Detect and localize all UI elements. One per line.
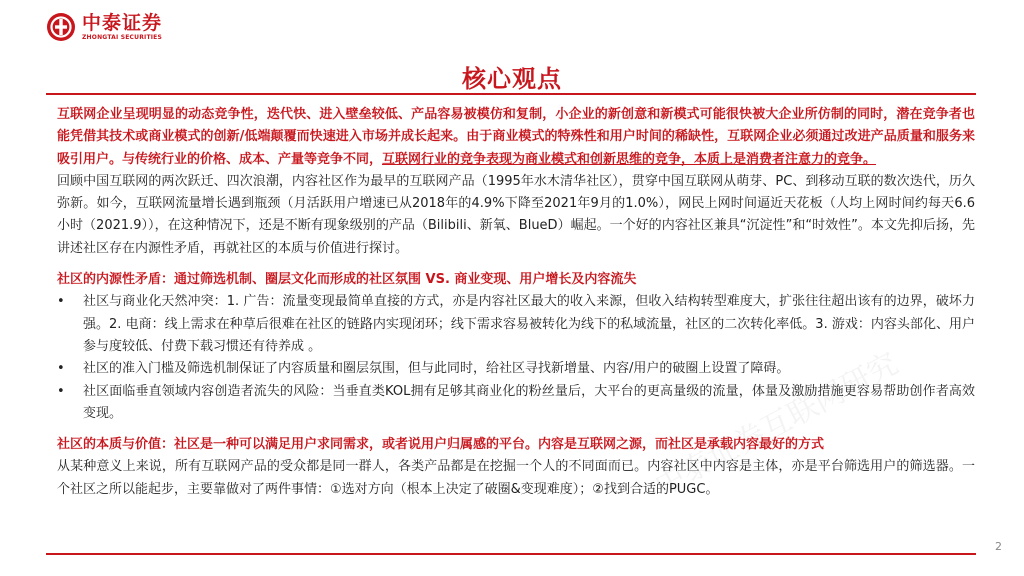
section1-bullets bbox=[57, 291, 975, 425]
bullet-text: 社区面临垂直领域内容创造者流失的风险：当垂直类KOL拥有足够其商业化的粉丝量后，大平台的更高量级的流量，体量及激励措施更容易帮助创作者高效变现。 bbox=[83, 383, 975, 421]
list-item bbox=[57, 381, 975, 426]
intro-body: 回顾中国互联网的两次跃迁、四次浪潮，内容社区作为最早的互联网产品（1995年水木清华社区），贯穿中国互联网从萌芽、PC、到移动互联的数次迭代，历久弥新。如今，互联网流量增长遇到瓶颈（月活跃用户增速已从2018年的4.9%下降至2021年9月的1.0%），网民上网时间逼近天花板（人均上网时间约每天6.6小时（2021.9）），在这种情况下，还是不断有现象级别的产品（Bilibili、新氧、BlueD）崛起。一个好的内容社区兼具“沉淀性”和“时效性”。本文先抑后扬，先讲述社区存在内源性矛盾，再就社区的本质与价值进行探讨。 bbox=[57, 173, 975, 256]
intro-paragraph bbox=[57, 104, 975, 171]
section1-heading: 社区的内源性矛盾：通过筛选机制、圈层文化而形成的社区氛围 VS. 商业变现、用户增长及内容流失 bbox=[57, 272, 637, 288]
bullet-icon: • bbox=[57, 361, 65, 377]
zhongtai-logo-icon bbox=[46, 12, 76, 42]
main-content bbox=[57, 104, 975, 501]
intro-highlight-1: 互联网企业呈现明显的动态竞争性，迭代快、进入壁垒较低、产品容易被模仿和复制，小企业的新创意和新模式可能很快被大企业所仿制的同时，潜在竞争者也能凭借其技术或商业模式的创新/低端颠覆而快速进入市场并成长起来。由于商业模式的特殊性和用户时间的稀缺性，互联网企业必须通过改进产品质量和服务来吸引用户。与传统行业的价格、成本、产量等竞争不同， bbox=[57, 107, 975, 167]
bullet-text: 社区与商业化天然冲突：1. 广告：流量变现最简单直接的方式，亦是内容社区最大的收入来源，但收入结构转型难度大，扩张往往超出该有的边界，破坏力强。2. 电商：线上需求在种草后很难在社区的链路内实现闭环；线下需求容易被转化为线下的私域流量，社区的二次转化率低。3. 游戏：内容头部化、用户参与度较低、付费下载习惯还有待养成 。 bbox=[83, 294, 975, 354]
bullet-text: 社区的准入门槛及筛选机制保证了内容质量和圈层氛围，但与此同时，给社区寻找新增量、内容/用户的破圈上设置了障碍。 bbox=[83, 361, 790, 377]
watermark: 中泰证券互联网研究 bbox=[649, 346, 905, 504]
list-item bbox=[57, 291, 975, 358]
page-title: 核心观点 bbox=[462, 65, 562, 93]
brand-name-cn: 中泰证券 bbox=[82, 11, 163, 34]
footer-divider bbox=[46, 553, 976, 555]
list-item bbox=[57, 358, 975, 380]
page-number: 2 bbox=[995, 540, 1002, 553]
bullet-icon: • bbox=[57, 383, 65, 399]
brand-name-en: ZHONGTAI SECURITIES bbox=[82, 33, 162, 41]
spacer bbox=[57, 260, 975, 269]
brand-logo bbox=[46, 12, 162, 42]
section2-body: 从某种意义上来说，所有互联网产品的受众都是同一群人，各类产品都是在挖掘一个人的不同面而已。内容社区中内容是主体，亦是平台筛选用户的筛选器。一个社区之所以能起步，主要靠做对了两件事情：①选对方向（根本上决定了破圈&变现难度）；②找到合适的PUGC。 bbox=[57, 459, 975, 497]
intro-highlight-2: 互联网行业的竞争表现为商业模式和创新思维的竞争，本质上是消费者注意力的竞争。 bbox=[382, 151, 877, 167]
section2-heading: 社区的本质与价值：社区是一种可以满足用户求同需求，或者说用户归属感的平台。内容是互联网之源，而社区是承载内容最好的方式 bbox=[57, 437, 825, 453]
spacer bbox=[57, 425, 975, 434]
bullet-icon: • bbox=[57, 294, 65, 310]
title-divider bbox=[46, 93, 976, 95]
